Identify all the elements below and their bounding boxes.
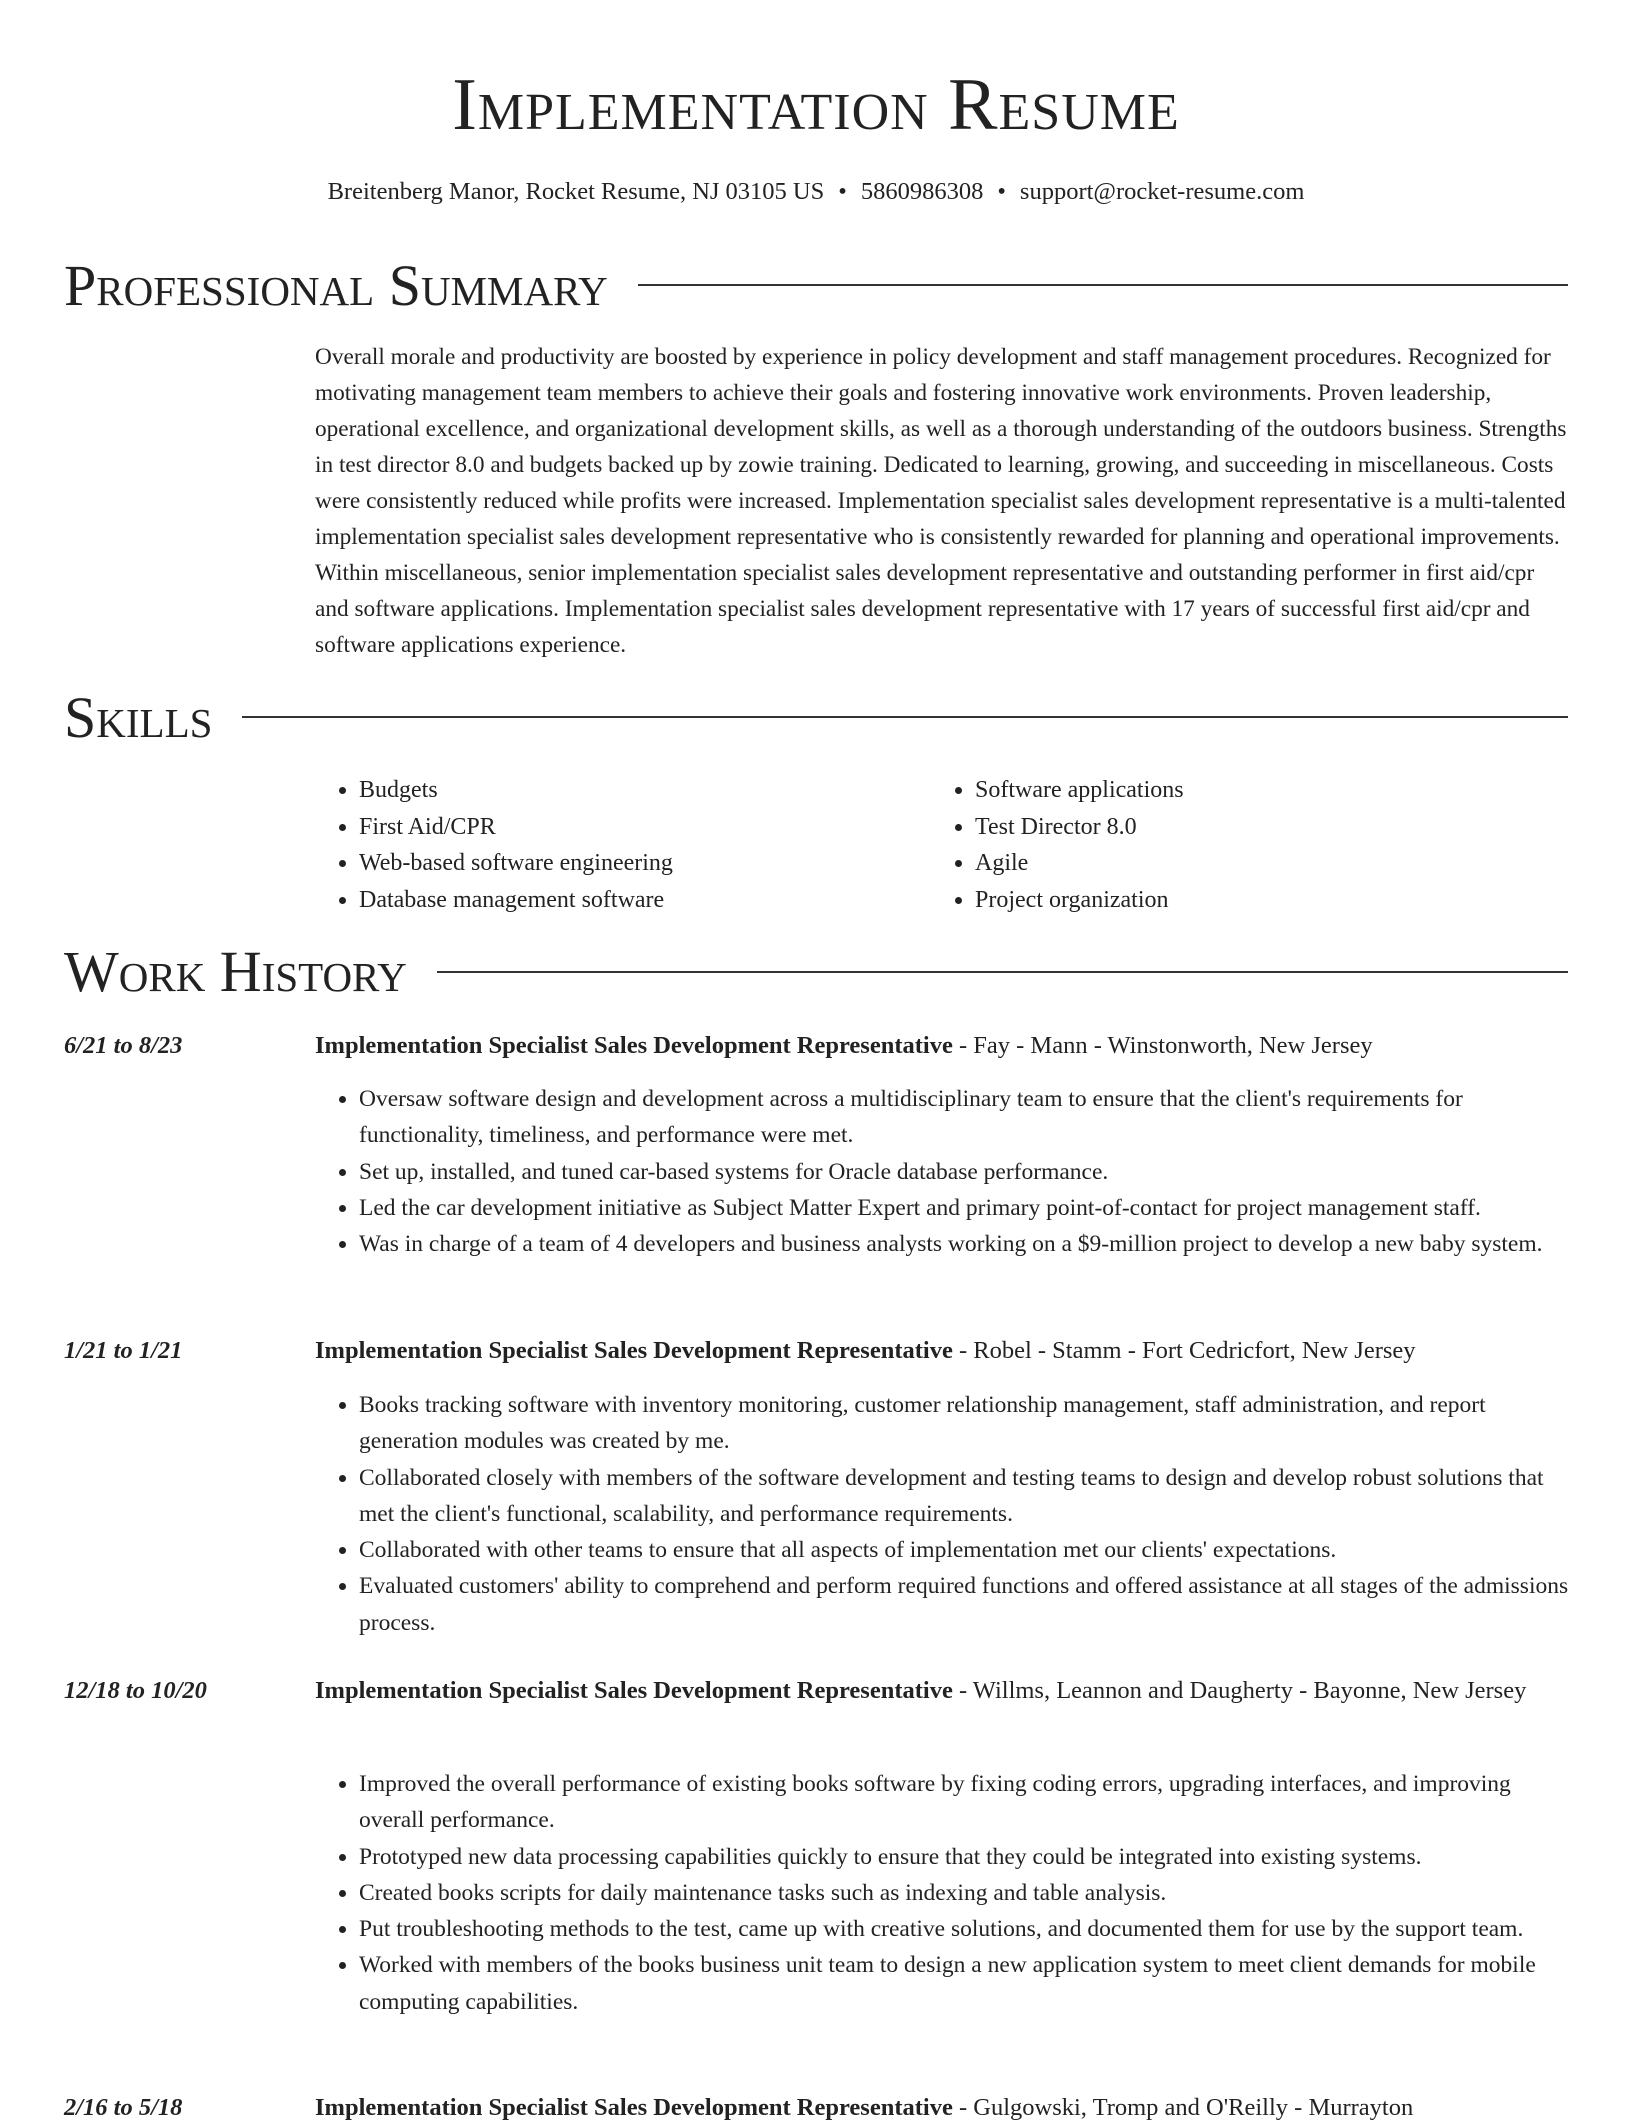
- skill-item: • Project organization: [975, 882, 1184, 919]
- job-bullet-list: [315, 1387, 1571, 1641]
- skill-item: • Database management software: [359, 882, 673, 919]
- job-bullet: • Led the car development initiative as Subject Matter Expert and primary point-of-contact for project management staff.: [359, 1190, 1571, 1226]
- contact-address: Breitenberg Manor, Rocket Resume, NJ 03105 US: [327, 178, 825, 205]
- job-header: [315, 2088, 1571, 2128]
- job-bullet-list: [315, 1766, 1571, 2020]
- section-heading-work-history: Work History: [64, 940, 437, 1004]
- skill-item: • Agile: [975, 845, 1184, 882]
- job-date: 2/16 to 5/18: [64, 2094, 183, 2121]
- job-company: - Gulgowski, Tromp and O'Reilly - Murrayton: [952, 2094, 1414, 2121]
- summary-text: Overall morale and productivity are boosted by experience in policy development and staff management procedures. Recognized for motivating management team members to achieve their goals and fostering innovative work environments. Proven leadership, operational excellence, and organizational development skills, as well as a thorough understanding of the outdoors business. Strengths in test director 8.0 and budgets backed up by zowie training. Dedicated to learning, growing, and succeeding in miscellaneous. Costs were consistently reduced while profits were increased. Implementation specialist sales development representative is a multi-talented implementation specialist sales development representative who is consistently rewarded for planning and operational improvements. Within miscellaneous, senior implementation specialist sales development representative and outstanding performer in first aid/cpr and software applications. Implementation specialist sales development representative with 17 years of successful first aid/cpr and software applications experience.: [315, 344, 1567, 658]
- skill-item: • Test Director 8.0: [975, 809, 1184, 846]
- job-bullet: • Collaborated closely with members of the software development and testing teams to design and develop robust solutions that met the client's functional, scalability, and performance requirements.: [359, 1460, 1571, 1533]
- job-bullet: • Books tracking software with inventory monitoring, customer relationship management, staff administration, and report generation modules was created by me.: [359, 1387, 1571, 1460]
- contact-phone: 5860986308: [860, 178, 984, 205]
- job-bullet: • Collaborated with other teams to ensure that all aspects of implementation met our clients' expectations.: [359, 1532, 1571, 1568]
- job-company: - Willms, Leannon and Daugherty - Bayonne, New Jersey: [952, 1677, 1527, 1704]
- job-title: Implementation Specialist Sales Development Representative: [315, 2094, 953, 2121]
- job-bullet: • Prototyped new data processing capabilities quickly to ensure that they could be integrated into existing systems.: [359, 1839, 1571, 1875]
- job-bullet: • Put troubleshooting methods to the test, came up with creative solutions, and documented them for use by the support team.: [359, 1911, 1571, 1947]
- job-bullet-list: [315, 1081, 1571, 1262]
- job-bullet: • Worked with members of the books business unit team to design a new application system to meet client demands for mobile computing capabilities.: [359, 1947, 1571, 2020]
- job-date: 1/21 to 1/21: [64, 1337, 183, 1364]
- skill-item: • Software applications: [975, 772, 1184, 809]
- skill-item: • Web-based software engineering: [359, 845, 673, 882]
- job-company: - Fay - Mann - Winstonworth, New Jersey: [952, 1032, 1373, 1059]
- job-header: [315, 1331, 1571, 1371]
- job-title: Implementation Specialist Sales Development Representative: [315, 1337, 953, 1364]
- section-heading-skills: Skills: [64, 686, 242, 750]
- job-bullet: • Oversaw software design and development across a multidisciplinary team to ensure that the client's requirements for functionality, timeliness, and performance were met.: [359, 1081, 1571, 1154]
- job-header: [315, 1671, 1571, 1711]
- contact-line: [0, 175, 1632, 209]
- resume-title: Implementation Resume: [452, 64, 1180, 146]
- skill-item: • Budgets: [359, 772, 673, 809]
- separator-dot: •: [838, 178, 847, 205]
- job-bullet: • Improved the overall performance of existing books software by fixing coding errors, upgrading interfaces, and improving overall performance.: [359, 1766, 1571, 1839]
- section-heading-summary: Professional Summary: [64, 254, 638, 318]
- job-bullet: • Created books scripts for daily maintenance tasks such as indexing and table analysis.: [359, 1875, 1571, 1911]
- job-bullet: • Set up, installed, and tuned car-based systems for Oracle database performance.: [359, 1154, 1571, 1190]
- separator-dot: •: [997, 178, 1006, 205]
- job-header: [315, 1026, 1571, 1066]
- section-divider: [64, 716, 1568, 718]
- job-bullet: • Was in charge of a team of 4 developers and business analysts working on a $9-million project to develop a new baby system.: [359, 1226, 1571, 1262]
- skill-item: • First Aid/CPR: [359, 809, 673, 846]
- job-company: - Robel - Stamm - Fort Cedricfort, New Jersey: [952, 1337, 1416, 1364]
- job-title: Implementation Specialist Sales Development Representative: [315, 1032, 953, 1059]
- job-date: 12/18 to 10/20: [64, 1677, 207, 1704]
- job-title: Implementation Specialist Sales Development Representative: [315, 1677, 953, 1704]
- skills-list-left: [315, 772, 673, 918]
- job-bullet: • Evaluated customers' ability to comprehend and perform required functions and offered assistance at all stages of the admissions process.: [359, 1568, 1571, 1641]
- contact-email: support@rocket-resume.com: [1019, 178, 1305, 205]
- job-date: 6/21 to 8/23: [64, 1032, 183, 1059]
- skills-list-right: [931, 772, 1184, 918]
